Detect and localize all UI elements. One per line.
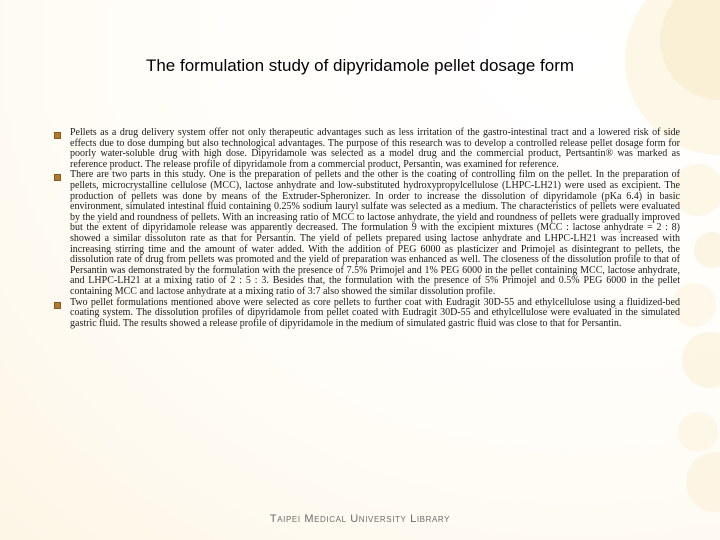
- bullet-text-1: Pellets as a drug delivery system offer not only therapeutic advantages such as less irritation of the gastro-intestinal tract and a lowered risk of side effects due to dose dumping but also technological advantages. The purpose of this research was to develop a controlled release pellet dosage form for poorly water-soluble drug with high dose. Dipyridamole was selected as a model drug and the commercial product, Pertsantin® was marked as reference product. The release profile of dipyridamole from a commercial product, Persantin, was examined for reference.: [70, 127, 680, 170]
- slide-title: The formulation study of dipyridamole pellet dosage form: [145, 56, 575, 75]
- bullet-text-2: There are two parts in this study. One is the preparation of pellets and the other is the coating of controlling film on the pellet. In the preparation of pellets, microcrystalline cellulose (MCC), lactose anhydrate and low-substituted hydroxypropylcellulose (LHPC-LH21) were used as excipient. The production of pellets was done by means of the Extruder-Spheronizer. In order to increase the dissolution of dipyridamole (pKa 6.4) in basic environment, simulated intestinal fluid containing 0.25% sodium lauryl sulfate was selected as a medium. The characteristics of pellets were evaluated by the yield and roundness of pellets. With an increasing ratio of MCC to lactose anhydrate, the yield and roundness of pellets were gradually improved but the extent of dipyridamole release was apparently decreased. The formulation 9 with the excipient mixtures (MCC : lactose anhydrate = 2 : 8) showed a similar dissoluton rate as that for Persantin. The yield of pellets prepared using lactose anhydrate and LHPC-LH21 was increased with increasing stirring time and the amount of water added. With the addition of PEG 6000 as plasticizer and Primojel as disintegrant to pellets, the dissolution rate of drug from pellets was promoted and the yield of preparation was enhanced as well. The closeness of the dissolution profile to that of Persantin was demonstrated by the formulation with the presence of 7.5% Primojel and 1% PEG 6000 in the pellet containing MCC, lactose anhydrate, and LHPC-LH21 at a mixing ratio of 2 : 5 : 3. Besides that, the formulation with the presence of 5% Primojel and 0.5% PEG 6000 in the pellet containing MCC and lactose anhydrate at a mixing ratio of 3:7 also showed the similar dissolution profile.: [70, 169, 680, 297]
- bullet-item-2: [54, 170, 680, 297]
- square-bullet-icon: [54, 302, 61, 309]
- slide-body: [54, 128, 680, 329]
- bullet-text-3: Two pellet formulations mentioned above were selected as core pellets to further coat with Eudragit 30D-55 and ethylcellulose using a fluidized-bed coating system. The dissolution profiles of dipyridamole from pellet coated with Eudragit 30D-55 and ethylcellulose were evaluated in the simulated gastric fluid. The results showed a release profile of dipyridamole in the medium of simulated gastric fluid was close to that for Persantin.: [70, 296, 680, 329]
- footer-library-name: Taipei Medical University Library: [269, 513, 451, 525]
- square-bullet-icon: [54, 174, 61, 181]
- square-bullet-icon: [54, 132, 61, 139]
- bullet-item-3: [54, 298, 680, 330]
- bullet-item-1: [54, 128, 680, 170]
